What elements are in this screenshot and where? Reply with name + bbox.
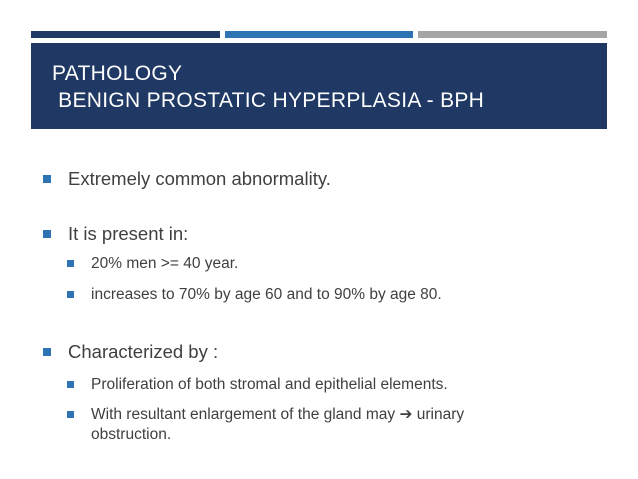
sub-bullet-text: Proliferation of both stromal and epithelial elements. <box>91 376 448 393</box>
sub-bullet-item <box>67 375 448 395</box>
sub-bullet-text-line-1: With resultant enlargement of the gland may ➔ urinary <box>91 406 465 423</box>
sub-bullet-text: increases to 70% by age 60 and to 90% by age 80. <box>91 286 442 303</box>
bullet-item-common <box>43 167 331 191</box>
bullet-text: Extremely common abnormality. <box>68 168 331 189</box>
square-bullet-icon <box>67 381 74 388</box>
square-bullet-icon <box>43 175 51 183</box>
slide-title-line-1: PATHOLOGY <box>52 62 183 85</box>
square-bullet-icon <box>67 260 74 267</box>
bullet-item-characterized <box>43 340 218 364</box>
bullet-item-present <box>43 222 188 246</box>
sub-bullet-item <box>67 254 238 274</box>
bullet-text: It is present in: <box>68 223 189 244</box>
square-bullet-icon <box>43 230 51 238</box>
sub-bullet-text <box>91 405 464 445</box>
square-bullet-icon <box>67 411 74 418</box>
sub-bullet-text-line-2: obstruction. <box>91 426 172 443</box>
square-bullet-icon <box>43 348 51 356</box>
sub-bullet-item <box>67 405 464 445</box>
slide-title-line-2: BENIGN PROSTATIC HYPERPLASIA - BPH <box>52 89 485 112</box>
bullet-text: Characterized by : <box>68 341 219 362</box>
sub-bullet-text: 20% men >= 40 year. <box>91 255 239 272</box>
sub-bullet-item <box>67 285 442 305</box>
square-bullet-icon <box>67 291 74 298</box>
